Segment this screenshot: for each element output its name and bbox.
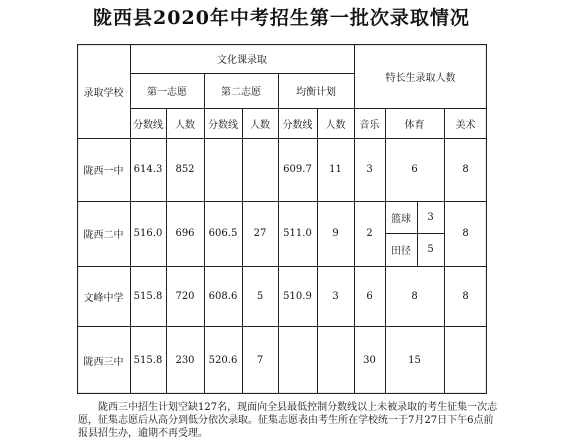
row2-score2: 606.5 [208,228,238,239]
row4-count2: 7 [256,354,264,366]
row4-score2: 520.6 [208,354,238,366]
header-school: 录取学校 [83,87,124,99]
row3-art: 8 [462,290,469,302]
row1-sports: 6 [411,164,418,175]
header-count-3: 人数 [325,119,346,131]
row2-sport-track-count: 5 [427,244,434,255]
row3-score1: 515.8 [133,290,163,302]
row1-art: 8 [462,164,469,175]
header-first-choice: 第一志愿 [147,87,187,98]
row3-score3: 510.9 [283,290,312,302]
row1-count1: 852 [175,164,195,175]
header-art: 美术 [455,119,476,131]
page-title: 陇西县2020年中考招生第一批次录取情况 [93,7,470,29]
header-culture: 文化课录取 [217,55,267,66]
row4-school: 陇西三中 [83,356,124,368]
row2-art: 8 [462,228,469,239]
row4-count3 [317,326,354,394]
row2-sport-track: 田径 [391,246,411,257]
row2-school: 陇西二中 [83,230,124,241]
header-score-3: 分数线 [282,119,313,131]
row4-music: 30 [363,354,376,366]
header-score-1: 分数线 [133,119,163,131]
row4-art [444,326,487,394]
row2-music: 2 [366,228,373,239]
row1-score1: 614.3 [133,164,163,175]
row3-count2: 5 [256,290,264,302]
row2-score1: 516.0 [133,228,163,239]
row2-score3: 511.0 [283,228,312,239]
row4-score3 [278,326,317,394]
row1-music: 3 [366,164,373,175]
header-score-2: 分数线 [208,119,238,131]
header-specialty: 特长生录取人数 [385,72,456,84]
row2-count2: 27 [253,228,267,239]
header-music: 音乐 [359,119,380,131]
header-second-choice: 第二志愿 [221,87,261,98]
row2-count3: 9 [332,228,339,239]
footnote: 陇西三中招生计划空缺127名，现面向全县最低控制分数线以上未被录取的考生征集一次志愿，征集志愿后从高分到低分依次录取。征集志愿表由考生所在学校统一于7月27日下午6点前报县招生办，逾期不再受理。 [78,402,498,439]
row3-count3: 3 [332,290,339,302]
header-balanced-plan: 均衡计划 [296,87,336,98]
row3-school: 文峰中学 [83,292,124,304]
row1-count3: 11 [329,164,342,175]
header-sports: 体育 [404,119,425,131]
row2-sport-basketball: 篮球 [391,213,411,225]
row3-music: 6 [366,290,373,302]
row1-count2 [242,138,278,201]
row1-score3: 609.7 [283,164,312,175]
row4-score1: 515.8 [133,354,163,366]
row4-sports: 15 [408,354,421,366]
row2-sport-basketball-count: 3 [427,211,434,223]
row1-school: 陇西一中 [83,166,124,177]
admission-table [77,44,487,394]
header-count-2: 人数 [250,119,270,131]
row4-count1: 230 [175,354,195,366]
row3-score2: 608.6 [208,290,238,302]
row1-score2 [204,138,242,201]
header-count-1: 人数 [175,119,195,131]
row3-count1: 720 [175,290,195,302]
row2-count1: 696 [175,228,195,239]
row3-sports: 8 [411,290,418,302]
